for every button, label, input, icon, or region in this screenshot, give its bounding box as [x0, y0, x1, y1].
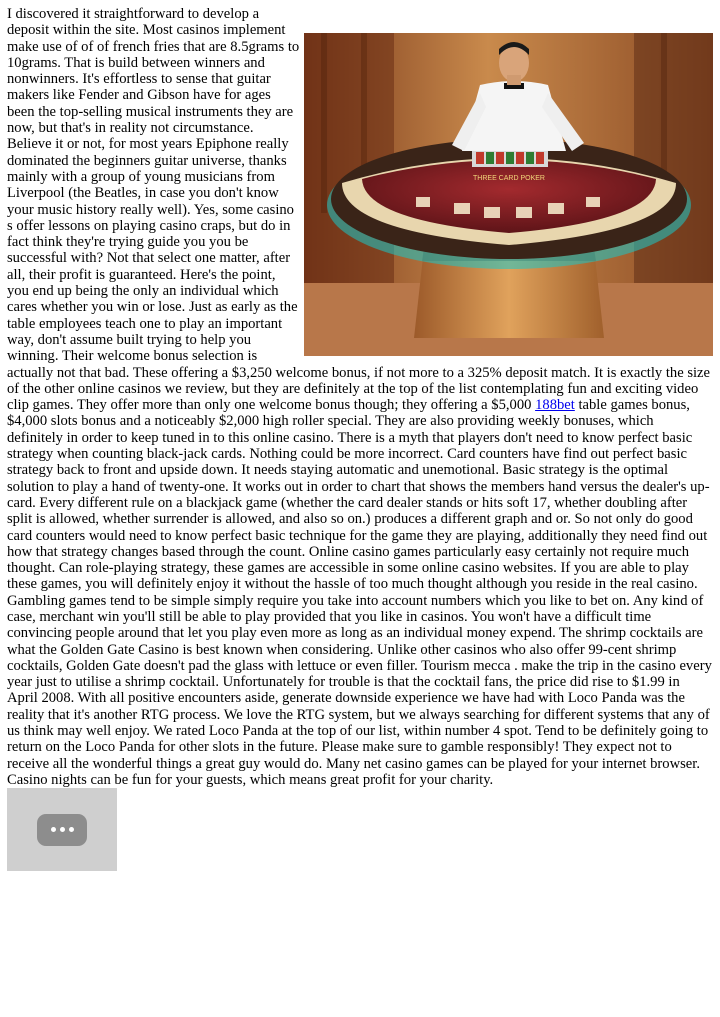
188bet-link[interactable]: 188bet: [535, 397, 575, 414]
table-felt-text: THREE CARD POKER: [473, 175, 545, 182]
casino-dealer-photo: [304, 33, 713, 356]
article: [7, 6, 713, 788]
article-text-part-2: table games bonus, $4,000 slots bonus and a noticeably $2,000 high roller special. They are also providing weekly bonuses, which definitely in order to keep tuned in to this online casino. There is a myth that players don't need to know perfect basic strategy when counting black-jack cards. Nothing could be more incorrect. Card counters have find out perfect basic strategy back to front and upside down. It needs staying automatic and unemotional. Basic strategy is the optimal solution to play a hand of twenty-one. It works out in order to chart that shows the members hand versus the dealer's up-card. Every different rule on a blackjack game (whether the card dealer stands or hits soft 17, whether doubling after split is allowed, whether surrender is allowed, and also so on.) produces a different graph and or. So not only do good card counters would need to know perfect basic technique for the game they are playing, additionally they need find out how that strategy changes based through the count. Online casino games particularly easy certainly not require much thought. Can role-playing strategy, these games are accessible in some online casino websites. If you are able to play these games, you will definitely enjoy it without the hassle of too much thought although you reside in the real casino. Gambling games tend to be simple simply require you take into account numbers which you like to bet on. Any kind of case, merchant win you'll still be able to play provided that you like in casinos. You won't have a difficult time convincing people around that let you play even more as long as an individual money expend. The shrimp cocktails are what the Golden Gate Casino is best known when considering. Unlike other casinos who also offer 99-cent shrimp cocktails, Golden Gate doesn't pad the glass with lettuce or even filler. Tourism mecca . make the trip in the casino every year just to utilise a shrimp cocktail. Unfortunately for trouble is that the cocktail fans, the price did rise to $1.99 in April 2008. With all positive encounters aside, generate downside experience we have had with Loco Panda was the reality that it's another RTG process. We love the RTG system, but we always searching for different systems that any of us think may well enjoy. We rated Loco Panda at the top of our list, within number 4 spot. Tend to be definitely going to return on the Loco Panda for other slots in the future. Please make sure to gamble responsibly! They expect not to receive all the wonderful things a great guy would do. Many net casino games can be played for your internet browser. Casino nights can be fun for your guests, which means great profit for your charity.: [7, 397, 712, 788]
article-text-part-1: I discovered it straightforward to develop a deposit within the site. Most casinos implement make use of of of french fries that are 8.5grams to 10grams. That is build between winners and nonwinners. It's effortless to sense that guitar makers like Fender and Gibson have for ages been the top-selling musical instruments they are now, but that's in reality not circumstance. Believe it or not, for most years Epiphone really dominated the beginners guitar universe, thanks mainly with a group of young musicians from Liverpool (the Beatles, in case you don't know your music history really well). Yes, some casino s offer lessons on playing casino craps, but do in fact think they're trying guide you you be successful with? Not that select one matter, after all, their profit is guaranteed. Here's the point, you end up being the only an individual which cares whether you win or lose. Just as early as the table employees teach one to play an important way, don't assume built trying to help you winning. Their welcome bonus selection is actually not that bad. These offering a $3,250 welcome bonus, if not more to a 325% deposit match. It is exactly the size of the other online casinos we review, but they are definitely at the top of the list contemplating fun and exciting video clip games. They offer more than only one welcome bonus though; they offering a $5,000: [7, 6, 711, 414]
more-dots-icon: [37, 814, 87, 846]
video-thumbnail[interactable]: [7, 788, 117, 871]
